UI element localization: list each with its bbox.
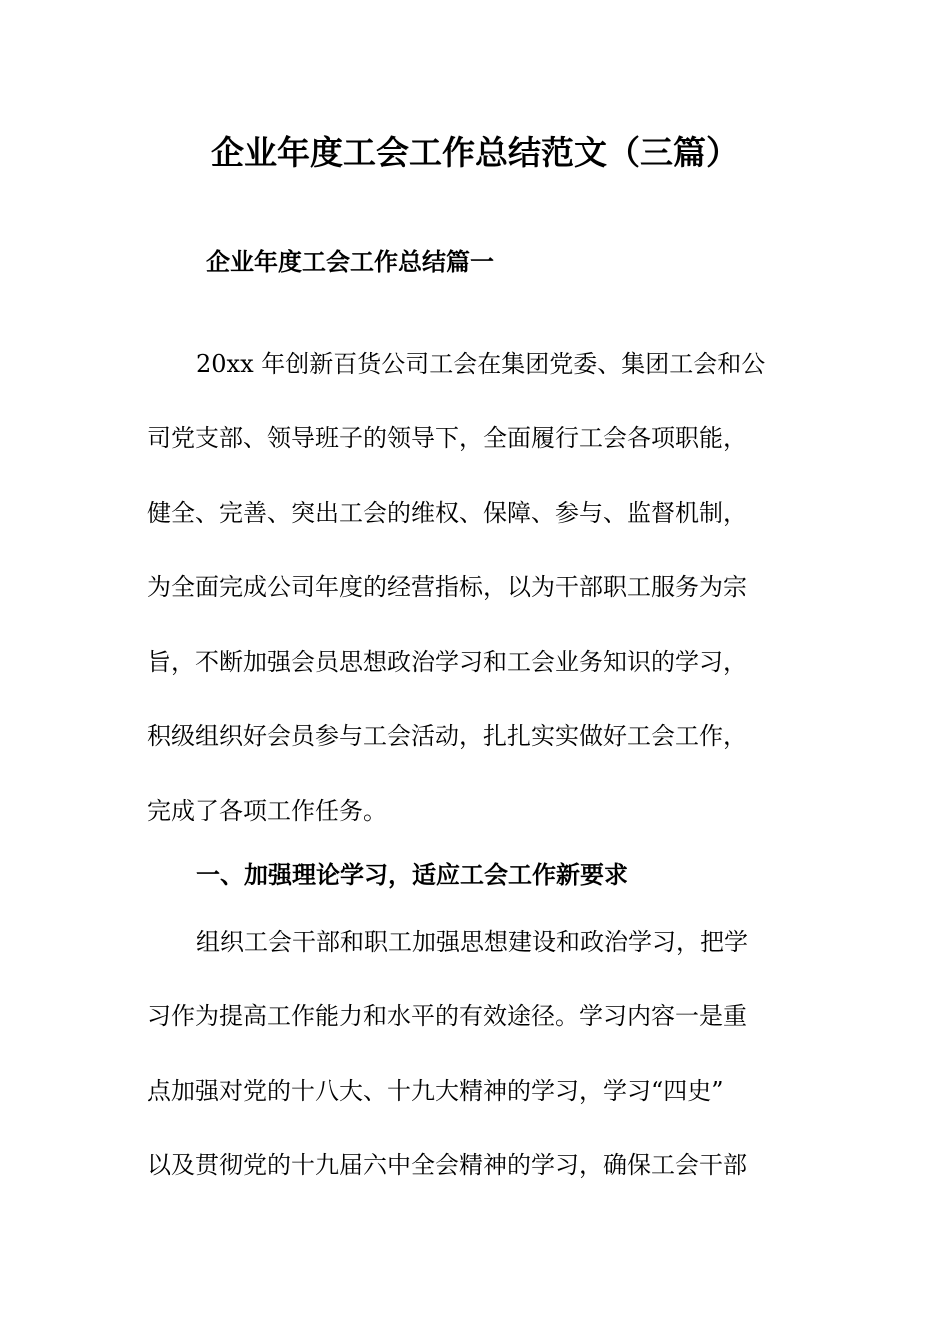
paragraph-line: 以及贯彻党的十九届六中全会精神的学习，确保工会干部 bbox=[147, 1151, 747, 1179]
paragraph-line: 20xx 年创新百货公司工会在集团党委、集团工会和公 bbox=[196, 350, 766, 378]
subsection-heading: 一、加强理论学习，适应工会工作新要求 bbox=[196, 861, 628, 889]
paragraph-line: 司党支部、领导班子的领导下，全面履行工会各项职能， bbox=[147, 424, 747, 452]
document-title: 企业年度工会工作总结范文（三篇） bbox=[211, 133, 739, 172]
paragraph-line: 旨，不断加强会员思想政治学习和工会业务知识的学习， bbox=[147, 648, 747, 676]
paragraph-line: 点加强对党的十八大、十九大精神的学习，学习“四史” bbox=[147, 1077, 724, 1105]
paragraph-line: 为全面完成公司年度的经营指标，以为干部职工服务为宗 bbox=[147, 573, 747, 601]
paragraph-line: 健全、完善、突出工会的维权、保障、参与、监督机制， bbox=[147, 499, 747, 527]
section-title: 企业年度工会工作总结篇一 bbox=[206, 248, 494, 276]
paragraph-line: 组织工会干部和职工加强思想建设和政治学习，把学 bbox=[196, 928, 748, 956]
paragraph-line: 完成了各项工作任务。 bbox=[147, 797, 387, 825]
paragraph-line: 习作为提高工作能力和水平的有效途径。学习内容一是重 bbox=[147, 1002, 747, 1030]
paragraph-line: 积级组织好会员参与工会活动，扎扎实实做好工会工作， bbox=[147, 722, 747, 750]
